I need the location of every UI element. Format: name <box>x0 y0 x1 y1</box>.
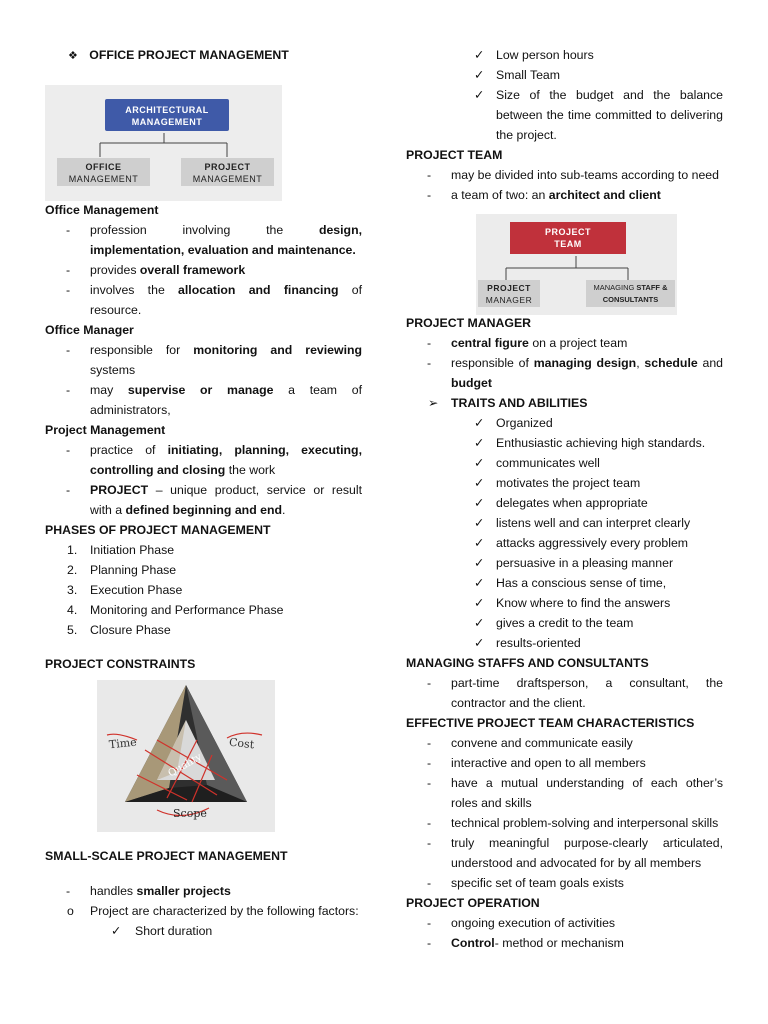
time-label: Time <box>108 735 138 752</box>
list-item: - central figure on a project team <box>427 336 628 350</box>
trait-item: ✓ delegates when appropriate <box>406 493 723 513</box>
phase-item: 1. Initiation Phase <box>67 543 175 557</box>
doc-title: OFFICE PROJECT MANAGEMENT <box>89 48 289 62</box>
phase-item: 2. Planning Phase <box>67 563 177 577</box>
trait-item: ✓ listens well and can interpret clearly <box>406 513 723 533</box>
checkmark-icon: ✓ <box>474 496 485 510</box>
quality-label: Quality <box>166 751 204 780</box>
right-column-bottom <box>406 313 723 953</box>
architectural-management-box: ARCHITECTURAL MANAGEMENT <box>105 99 229 131</box>
phase-item: 4. Monitoring and Performance Phase <box>67 603 284 617</box>
office-management-heading: Office Management <box>45 203 159 217</box>
cost-label: Cost <box>228 735 255 752</box>
check-item: ✓ Low person hours <box>406 45 723 65</box>
list-item: - responsible for monitoring and reviewing systems <box>66 343 363 377</box>
small-scale-list <box>45 881 362 941</box>
checkmark-icon: ✓ <box>474 596 485 610</box>
checkmark-icon: ✓ <box>474 636 485 650</box>
list-item: - a team of two: an architect and client <box>427 188 661 202</box>
phase-item: 3. Execution Phase <box>67 583 183 597</box>
arrow-bullet-icon: ➢ <box>428 396 439 410</box>
list-item: - ongoing execution of activities <box>427 916 616 930</box>
list-item: - specific set of team goals exists <box>427 876 624 890</box>
effective-team-heading: EFFECTIVE PROJECT TEAM CHARACTERISTICS <box>406 716 695 730</box>
phase-item: 5. Closure Phase <box>67 623 171 637</box>
checkmark-icon: ✓ <box>474 436 485 450</box>
list-item: - have a mutual understanding of each other’s roles and skills <box>427 776 723 810</box>
list-item: - Control- method or mechanism <box>427 936 624 950</box>
list-item: - part-time draftsperson, a consultant, the contractor and the client. <box>427 676 723 710</box>
list-item: - interactive and open to all members <box>427 756 646 770</box>
checkmark-icon: ✓ <box>474 516 485 530</box>
diamond-bullet-icon: ❖ <box>68 50 78 62</box>
right-column-top <box>406 45 723 205</box>
project-management-heading: Project Management <box>45 423 166 437</box>
project-manager-box: PROJECT MANAGER <box>478 280 540 307</box>
managing-staff-box: MANAGING STAFF & CONSULTANTS <box>586 280 675 307</box>
project-team-box: PROJECT TEAM <box>510 222 626 254</box>
list-item: - responsible of managing design, schedule and budget <box>427 356 723 390</box>
project-management-box: PROJECT MANAGEMENT <box>181 158 274 186</box>
trait-item: ✓ Has a conscious sense of time, <box>406 573 723 593</box>
project-team-diagram <box>476 214 677 315</box>
check-item: ✓ Small Team <box>406 65 723 85</box>
trait-item: ✓ Know where to find the answers <box>406 593 723 613</box>
list-item: - profession involving the design, implementation, evaluation and maintenance. <box>66 223 362 257</box>
check-item: ✓ Short duration <box>45 921 362 941</box>
trait-item: ✓ gives a credit to the team <box>406 613 723 633</box>
trait-item: ✓ attacks aggressively every problem <box>406 533 723 553</box>
project-team-heading: PROJECT TEAM <box>406 148 503 162</box>
checkmark-icon: ✓ <box>474 456 485 470</box>
trait-item: ✓ persuasive in a pleasing manner <box>406 553 723 573</box>
list-item: - provides overall framework <box>66 263 246 277</box>
list-item: - may supervise or manage a team of administrators, <box>66 383 362 417</box>
trait-item: ✓ communicates well <box>406 453 723 473</box>
title-row <box>68 45 289 66</box>
checkmark-icon: ✓ <box>474 88 485 102</box>
list-item: - truly meaningful purpose-clearly articulated, understood and advocated for by all members <box>427 836 723 870</box>
list-item: - involves the allocation and financing of resource. <box>66 283 362 317</box>
checkmark-icon: ✓ <box>474 48 485 62</box>
trait-item: ✓ Enthusiastic achieving high standards. <box>406 433 723 453</box>
list-item: - handles smaller projects <box>66 884 231 898</box>
project-constraints-triangle-diagram <box>97 680 275 832</box>
project-constraints-heading: PROJECT CONSTRAINTS <box>45 657 196 671</box>
check-item: ✓ Size of the budget and the balance between the time committed to delivering the project. <box>406 85 723 145</box>
checkmark-icon: ✓ <box>474 416 485 430</box>
architectural-management-diagram <box>45 85 282 201</box>
managing-staff-heading: MANAGING STAFFS AND CONSULTANTS <box>406 656 649 670</box>
small-scale-heading: SMALL-SCALE PROJECT MANAGEMENT <box>45 849 288 863</box>
checkmark-icon: ✓ <box>111 924 122 938</box>
traits-heading: TRAITS AND ABILITIES <box>451 396 588 410</box>
office-manager-heading: Office Manager <box>45 323 134 337</box>
project-manager-heading: PROJECT MANAGER <box>406 316 532 330</box>
list-item: - may be divided into sub-teams according to need <box>427 168 719 182</box>
checkmark-icon: ✓ <box>474 616 485 630</box>
checkmark-icon: ✓ <box>474 476 485 490</box>
scope-label: Scope <box>173 807 207 820</box>
trait-item: ✓ Organized <box>406 413 723 433</box>
checkmark-icon: ✓ <box>474 536 485 550</box>
left-column-text <box>45 200 362 640</box>
traits-heading-row <box>406 393 723 413</box>
checkmark-icon: ✓ <box>474 576 485 590</box>
project-operation-heading: PROJECT OPERATION <box>406 896 540 910</box>
checkmark-icon: ✓ <box>474 68 485 82</box>
list-item: - convene and communicate easily <box>427 736 633 750</box>
office-management-box: OFFICE MANAGEMENT <box>57 158 150 186</box>
list-item: o Project are characterized by the following factors: <box>67 904 359 918</box>
list-item: - PROJECT – unique product, service or result with a defined beginning and end. <box>66 483 362 517</box>
list-item: - technical problem-solving and interpersonal skills <box>427 816 719 830</box>
checkmark-icon: ✓ <box>474 556 485 570</box>
phases-heading: PHASES OF PROJECT MANAGEMENT <box>45 523 271 537</box>
list-item: - practice of initiating, planning, executing, controlling and closing the work <box>66 443 362 477</box>
trait-item: ✓ results-oriented <box>406 633 723 653</box>
trait-item: ✓ motivates the project team <box>406 473 723 493</box>
